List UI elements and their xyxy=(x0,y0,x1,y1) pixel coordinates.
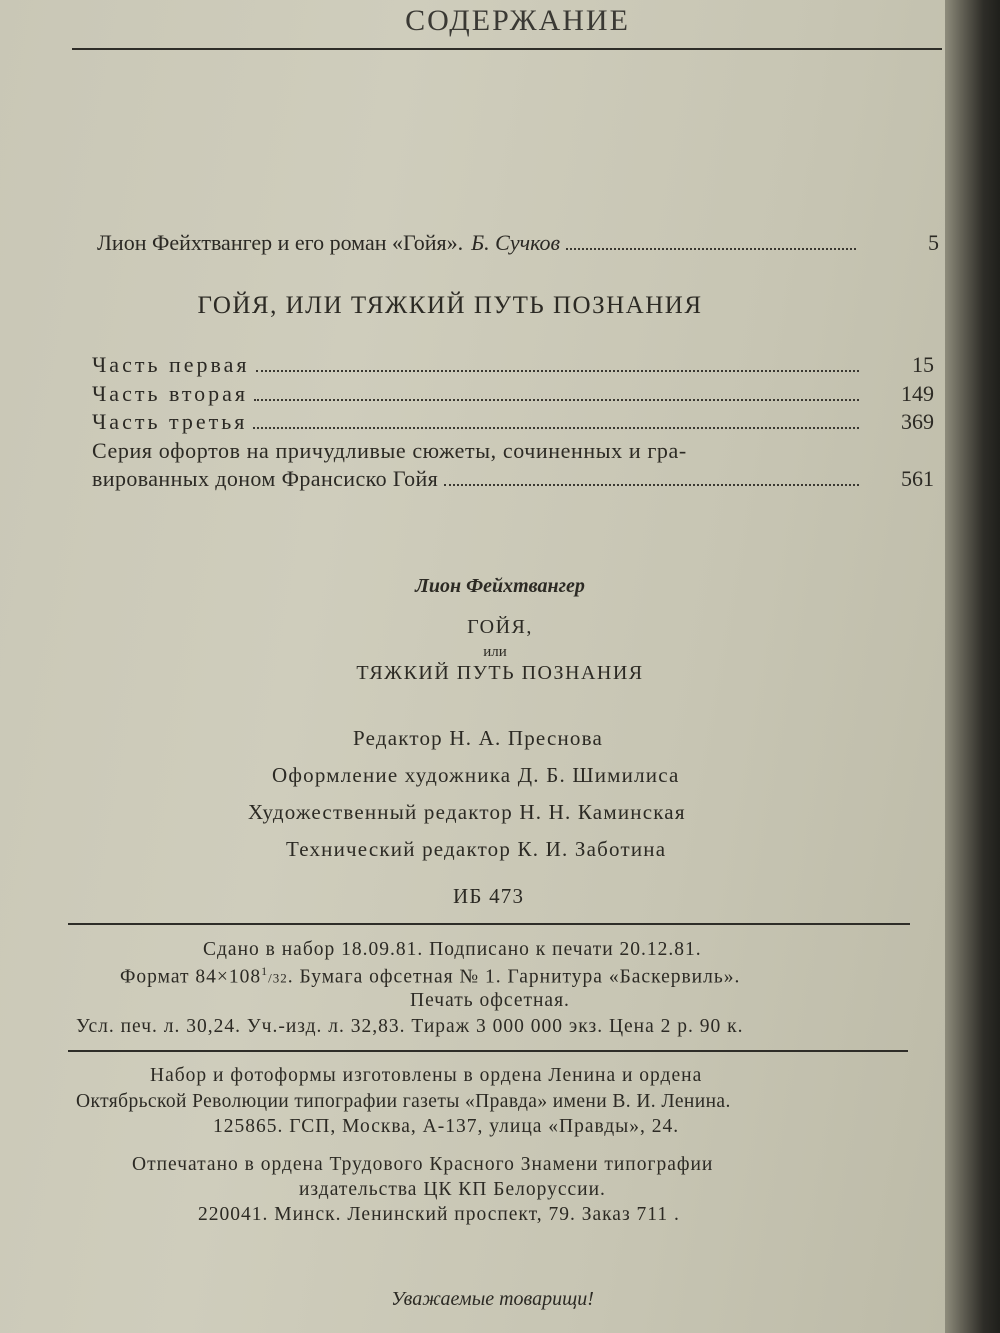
toc-part-label: Часть первая xyxy=(92,352,250,377)
footer-address: Уважаемые товарищи! xyxy=(391,1288,594,1310)
toc-part-label: Часть вторая xyxy=(92,381,249,406)
print-format-sup: 1 xyxy=(261,964,269,978)
imprint-title-or: или xyxy=(483,644,507,660)
leader-dots xyxy=(256,370,860,372)
toc-etchings-line1: Серия офортов на причудливые сюжеты, сочиненных и гра- xyxy=(92,438,687,463)
printer-line2: Октябрьской Революции типографии газеты «Правда» имени В. И. Ленина. xyxy=(76,1091,731,1112)
credit-art-editor: Художественный редактор Н. Н. Каминская xyxy=(248,800,686,824)
leader-dots xyxy=(253,427,859,429)
printer-line5: издательства ЦК КП Белоруссии. xyxy=(299,1179,606,1200)
novel-title: ГОЙЯ, ИЛИ ТЯЖКИЙ ПУТЬ ПОЗНАНИЯ xyxy=(197,292,703,319)
contents-heading: СОДЕРЖАНИЕ xyxy=(405,4,630,37)
toc-part-row xyxy=(92,352,865,378)
print-format-sub: /32 xyxy=(268,970,288,986)
imprint-title-line2: ТЯЖКИЙ ПУТЬ ПОЗНАНИЯ xyxy=(356,662,644,684)
printer-line3: 125865. ГСП, Москва, А-137, улица «Правды», 24. xyxy=(213,1116,680,1137)
print-line2 xyxy=(120,964,740,989)
toc-intro-author: Б. Сучков xyxy=(471,230,561,255)
leader-dots xyxy=(444,484,859,486)
imprint-author: Лион Фейхтвангер xyxy=(415,575,585,597)
print-format: Формат 84×108 xyxy=(120,966,262,988)
toc-part-page: 369 xyxy=(901,409,934,434)
credit-tech-editor: Технический редактор К. И. Заботина xyxy=(286,837,667,861)
toc-etchings-page: 561 xyxy=(901,466,934,491)
imprint-rule-bottom xyxy=(68,1050,908,1052)
toc-part-row xyxy=(92,381,865,407)
toc-intro-label: Лион Фейхтвангер и его роман «Гойя». xyxy=(97,230,464,255)
print-line4: Усл. печ. л. 30,24. Уч.-изд. л. 32,83. Тираж 3 000 000 экз. Цена 2 р. 90 к. xyxy=(76,1016,744,1037)
credit-editor: Редактор Н. А. Преснова xyxy=(353,726,603,750)
leader-dots xyxy=(254,399,859,401)
header-rule xyxy=(72,48,942,50)
toc-intro-page: 5 xyxy=(928,230,939,255)
toc-etchings-row xyxy=(92,466,865,492)
credit-design: Оформление художника Д. Б. Шимилиса xyxy=(272,763,680,787)
printer-line4: Отпечатано в ордена Трудового Красного Знамени типографии xyxy=(132,1154,714,1175)
print-line3: Печать офсетная. xyxy=(410,990,570,1011)
toc-part-page: 149 xyxy=(901,381,934,406)
print-paper: . Бумага офсетная № 1. Гарнитура «Баскервиль». xyxy=(287,966,741,988)
print-line1: Сдано в набор 18.09.81. Подписано к печати 20.12.81. xyxy=(203,939,702,960)
printer-line6: 220041. Минск. Ленинский проспект, 79. Заказ 711 . xyxy=(198,1204,680,1225)
imprint-rule-top xyxy=(68,923,910,925)
toc-part-page: 15 xyxy=(912,352,934,377)
imprint-title-line1: ГОЙЯ, xyxy=(467,616,533,638)
leader-dots xyxy=(566,248,856,250)
toc-etchings-line2: вированных доном Франсиско Гойя xyxy=(92,466,439,491)
imprint-ib: ИБ 473 xyxy=(453,884,525,908)
toc-intro-row xyxy=(97,230,862,256)
printer-line1: Набор и фотоформы изготовлены в ордена Ленина и ордена xyxy=(150,1065,703,1086)
toc-part-label: Часть третья xyxy=(92,409,248,434)
toc-part-row xyxy=(92,409,865,435)
